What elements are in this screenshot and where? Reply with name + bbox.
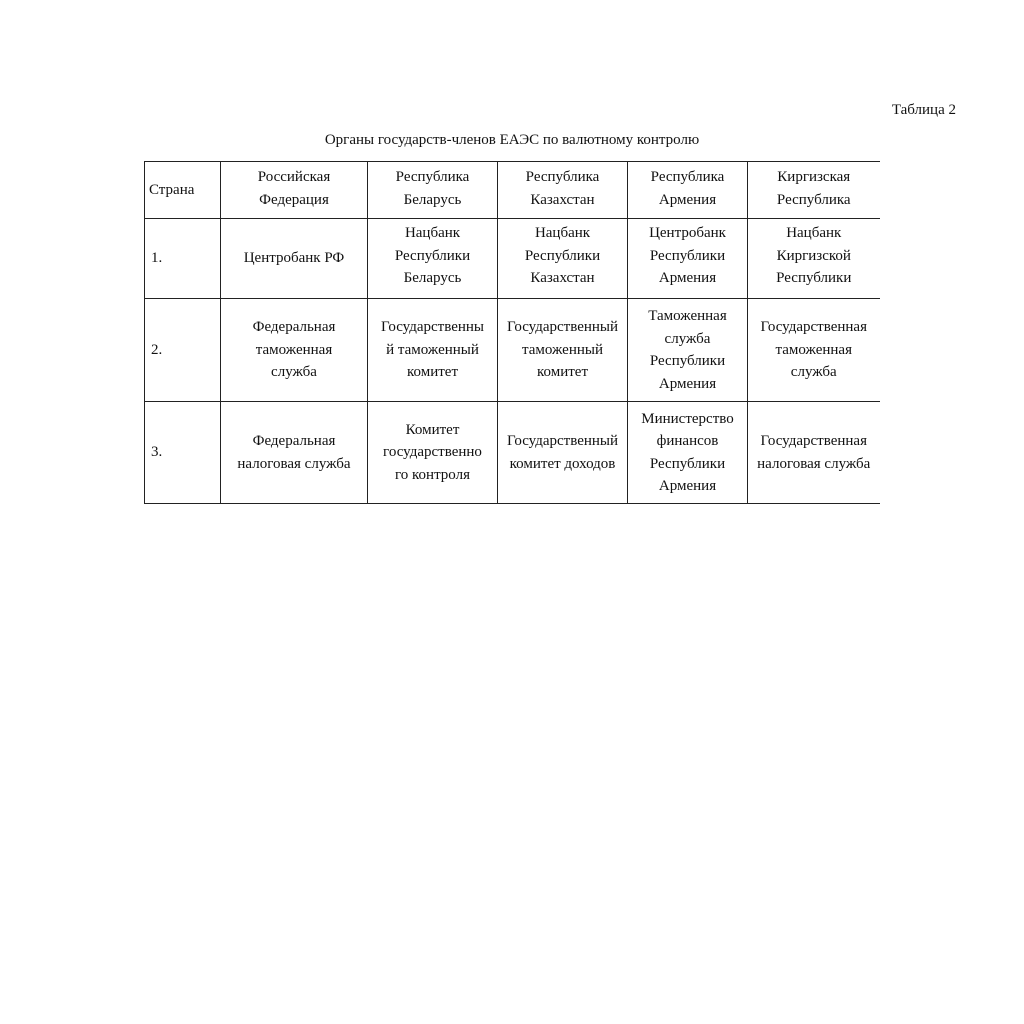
row-number-cell: 2.	[145, 299, 221, 402]
header-cell-kyrgyzstan: Киргизская Республика	[748, 162, 880, 219]
table-cell: Государственный таможенный комитет	[498, 299, 628, 402]
data-table	[144, 161, 880, 504]
table-cell: Государственная налоговая служба	[748, 402, 880, 504]
table-cell: Государственный комитет доходов	[498, 402, 628, 504]
table-cell: Комитет государственно го контроля	[368, 402, 498, 504]
row-number-cell: 3.	[145, 402, 221, 504]
table-cell: Министерство финансов Республики Армения	[628, 402, 748, 504]
header-cell-belarus: Республика Беларусь	[368, 162, 498, 219]
table-row	[145, 219, 880, 299]
header-cell-russia: Российская Федерация	[221, 162, 368, 219]
table-cell: Нацбанк Киргизской Республики	[748, 219, 880, 299]
table-row	[145, 299, 880, 402]
header-cell-kazakhstan: Республика Казахстан	[498, 162, 628, 219]
table-cell: Нацбанк Республики Казахстан	[498, 219, 628, 299]
table-number: Таблица 2	[891, 102, 956, 118]
table-header-row	[145, 162, 880, 219]
header-cell-country: Страна	[145, 162, 221, 219]
table-cell: Федеральная таможенная служба	[221, 299, 368, 402]
row-number-cell: 1.	[145, 219, 221, 299]
table-cell: Государственная таможенная служба	[748, 299, 880, 402]
table-cell: Центробанк Республики Армения	[628, 219, 748, 299]
table-cell: Федеральная налоговая служба	[221, 402, 368, 504]
table-cell: Нацбанк Республики Беларусь	[368, 219, 498, 299]
table-cell: Государственны й таможенный комитет	[368, 299, 498, 402]
header-cell-armenia: Республика Армения	[628, 162, 748, 219]
table-title: Органы государств-членов ЕАЭС по валютному контролю	[324, 132, 700, 148]
table-row	[145, 402, 880, 504]
table-cell: Центробанк РФ	[221, 219, 368, 299]
table-cell: Таможенная служба Республики Армения	[628, 299, 748, 402]
